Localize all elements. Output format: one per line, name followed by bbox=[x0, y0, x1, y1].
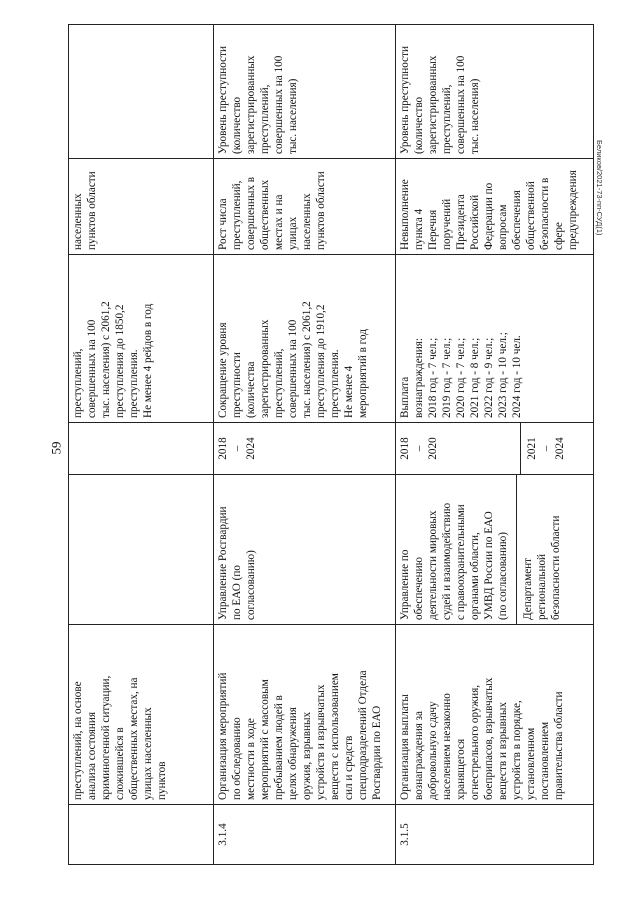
cell-line: пункта 4 bbox=[413, 208, 425, 250]
cell-line: Не менее 4 bbox=[343, 365, 355, 418]
cell-line: Уровень преступности bbox=[399, 45, 411, 154]
cell-result bbox=[69, 255, 214, 423]
cell-line: населением незаконно bbox=[441, 693, 453, 800]
table-row bbox=[396, 25, 594, 865]
cell-line: – bbox=[413, 445, 425, 452]
cell-line: с правоохранительными bbox=[455, 504, 467, 620]
table-row bbox=[69, 25, 214, 865]
cell-line: сложившейся в bbox=[114, 727, 126, 800]
cell-line: правительства области bbox=[553, 691, 565, 800]
cell-line: – bbox=[231, 445, 243, 452]
cell-line: обеспечению bbox=[413, 557, 425, 620]
cell-line: преступлений, bbox=[273, 348, 285, 418]
cell-line: 2018 bbox=[399, 437, 411, 460]
cell-line: преступления. bbox=[128, 349, 140, 418]
cell-event bbox=[214, 625, 396, 805]
cell-line: безопасности в bbox=[539, 177, 551, 250]
cell-line: Рост числа bbox=[217, 198, 229, 250]
cell-line: по ЕАО (по bbox=[231, 565, 243, 620]
cell-line: общественных bbox=[259, 179, 271, 250]
cell-line: добровольную сдачу bbox=[427, 701, 439, 800]
cell-line: по обследованию bbox=[231, 717, 243, 800]
cell-line: 2021 bbox=[526, 437, 538, 460]
cell-line: безопасности области bbox=[550, 515, 562, 620]
cell-line: 2019 год - 7 чел.; bbox=[441, 337, 453, 418]
cell-line: хранящегося bbox=[455, 738, 467, 800]
cell-line: общественных местах, на bbox=[128, 677, 140, 800]
cell-line: населенных bbox=[301, 193, 313, 250]
cell-line: Организация выплаты bbox=[399, 694, 411, 800]
cell-line: Невыполнение bbox=[399, 179, 411, 250]
cell-line: поручений bbox=[441, 198, 453, 250]
cell-line: тыс. населения) с 2061,2 bbox=[301, 301, 313, 418]
cell-result bbox=[396, 255, 594, 423]
measures-table bbox=[68, 24, 594, 865]
table-row bbox=[214, 25, 396, 865]
cell-consequence bbox=[214, 159, 396, 255]
cell-line: целях обнаружения bbox=[287, 707, 299, 800]
cell-line: (по согласованию) bbox=[497, 532, 509, 620]
cell-num: 3.1.5 bbox=[396, 805, 594, 865]
cell-line: местах и на bbox=[273, 194, 285, 250]
rotated-table-wrapper bbox=[68, 25, 593, 865]
cell-line: (количества bbox=[245, 361, 257, 418]
cell-line: веществ и взрывных bbox=[497, 702, 509, 800]
cell-line: криминогенной ситуации, bbox=[100, 675, 112, 800]
cell-line: сил и средств bbox=[343, 735, 355, 800]
cell-line: тыс. населения) bbox=[287, 78, 299, 154]
document-stamp: Беликов/2021-73-пп-СУД(1) bbox=[595, 140, 604, 236]
cell-line: устройств в порядке, bbox=[511, 700, 523, 800]
cell-line: сфере bbox=[553, 222, 565, 250]
cell-years bbox=[214, 423, 396, 475]
cell-line: Перечня bbox=[427, 209, 439, 250]
cell-line: Организация мероприятий bbox=[217, 672, 229, 800]
cell-line: огнестрельного оружия, bbox=[469, 684, 481, 800]
cell-line: (количество bbox=[231, 96, 243, 154]
cell-line: устройств и взрывчатых bbox=[315, 684, 327, 800]
cell-executor bbox=[214, 475, 396, 625]
cell-line: пребыванием людей в bbox=[273, 695, 285, 800]
cell-line: вознаграждения: bbox=[413, 338, 425, 418]
cell-line: общественной bbox=[525, 181, 537, 250]
cell-line: населенных bbox=[72, 193, 84, 250]
cell-line: веществ с использованием bbox=[329, 673, 341, 800]
cell-years bbox=[396, 423, 594, 475]
years-primary bbox=[398, 427, 440, 470]
cell-line: 2022 год - 9 чел.; bbox=[483, 337, 495, 418]
cell-line: – bbox=[540, 445, 552, 452]
cell-consequence bbox=[396, 159, 594, 255]
cell-line: пунктов области bbox=[86, 171, 98, 250]
cell-line: преступления. bbox=[329, 349, 341, 418]
cell-line: Российской bbox=[469, 194, 481, 250]
cell-event bbox=[69, 625, 214, 805]
cell-line: Не менее 4 рейдов в год bbox=[142, 303, 154, 418]
cell-line: Сокращение уровня bbox=[217, 322, 229, 418]
executor-primary bbox=[398, 479, 510, 620]
cell-num bbox=[69, 805, 214, 865]
cell-line: 2024 bbox=[245, 437, 257, 460]
cell-line: согласованию) bbox=[245, 550, 257, 620]
cell-line: 2018 год - 7 чел.; bbox=[427, 337, 439, 418]
cell-line: 2018 bbox=[217, 437, 229, 460]
cell-line: Уровень преступности bbox=[217, 45, 229, 154]
cell-line: зарегистрированных bbox=[427, 55, 439, 154]
cell-line: совершенных на 100 bbox=[287, 319, 299, 418]
cell-line: преступности bbox=[231, 352, 243, 418]
cell-executor bbox=[69, 475, 214, 625]
cell-line: преступлений, bbox=[259, 84, 271, 154]
cell-line: Департамент bbox=[522, 557, 534, 620]
cell-result bbox=[214, 255, 396, 423]
cell-indicator bbox=[214, 25, 396, 159]
cell-line: УМВД России по ЕАО bbox=[483, 511, 495, 620]
cell-line: пунктов области bbox=[315, 171, 327, 250]
cell-line: совершенных на 100 bbox=[455, 55, 467, 154]
cell-line: преступления до 1850,2 bbox=[114, 304, 126, 418]
cell-line: преступлений, на основе bbox=[72, 681, 84, 800]
page-number: 59 bbox=[48, 441, 64, 455]
cell-event bbox=[396, 625, 594, 805]
cell-line: региональной bbox=[536, 553, 548, 620]
cell-line: установленном bbox=[525, 727, 537, 800]
cell-line: анализа состояния bbox=[86, 712, 98, 800]
cell-line: преступлений, bbox=[441, 84, 453, 154]
cell-line: тыс. населения) с 2061,2 bbox=[100, 301, 112, 418]
cell-line: предупреждения bbox=[567, 170, 579, 250]
cell-line: Выплата bbox=[399, 376, 411, 418]
cell-line: преступлений, bbox=[231, 180, 243, 250]
cell-line: тыс. населения) bbox=[469, 78, 481, 154]
cell-line: совершенных на 100 bbox=[86, 319, 98, 418]
cell-line: боеприпасов, взрывчатых bbox=[483, 677, 495, 800]
cell-line: пунктов bbox=[156, 761, 168, 800]
cell-line: местности в ходе bbox=[245, 718, 257, 800]
cell-line: Президента bbox=[455, 194, 467, 250]
cell-consequence bbox=[69, 159, 214, 255]
cell-line: мероприятий с массовым bbox=[259, 679, 271, 800]
cell-line: 2023 год - 10 чел.; bbox=[497, 332, 509, 418]
cell-line: преступления до 1910,2 bbox=[315, 304, 327, 418]
cell-line: зарегистрированных bbox=[259, 319, 271, 418]
cell-line: вопросам bbox=[497, 204, 509, 250]
cell-executor bbox=[396, 475, 594, 625]
cell-line: Росгвардии по ЕАО bbox=[371, 705, 383, 800]
cell-line: зарегистрированных bbox=[245, 55, 257, 154]
cell-num: 3.1.4 bbox=[214, 805, 396, 865]
cell-indicator bbox=[396, 25, 594, 159]
cell-line: деятельности мировых bbox=[427, 510, 439, 620]
cell-line: вознаграждения за bbox=[413, 710, 425, 800]
cell-line: преступлений, bbox=[72, 348, 84, 418]
cell-line: улицах bbox=[287, 216, 299, 250]
cell-line: Управление по bbox=[399, 549, 411, 620]
cell-line: спецподразделений Отдела bbox=[357, 670, 369, 800]
cell-line: (количество bbox=[413, 96, 425, 154]
cell-line: 2024 год - 10 чел. bbox=[511, 335, 523, 418]
cell-line: органами области, bbox=[469, 532, 481, 620]
cell-line: улицах населенных bbox=[142, 707, 154, 800]
cell-line: мероприятий в год bbox=[357, 329, 369, 418]
cell-line: 2024 bbox=[554, 437, 566, 460]
cell-line: совершенных в bbox=[245, 176, 257, 250]
cell-line: 2021 год - 8 чел.; bbox=[469, 337, 481, 418]
cell-line: оружия, взрывных bbox=[301, 711, 313, 800]
cell-line: 2020 год - 7 чел.; bbox=[455, 337, 467, 418]
executor-secondary bbox=[516, 475, 563, 624]
cell-line: совершенных на 100 bbox=[273, 55, 285, 154]
cell-line: Федерации по bbox=[483, 182, 495, 250]
cell-indicator bbox=[69, 25, 214, 159]
cell-line: судей и взаимодействию bbox=[441, 502, 453, 620]
cell-line: обеспечения bbox=[511, 190, 523, 250]
cell-years bbox=[69, 423, 214, 475]
cell-line: постановлением bbox=[539, 721, 551, 800]
years-secondary bbox=[520, 423, 567, 474]
cell-line: 2020 bbox=[427, 437, 439, 460]
cell-line: Управление Росгвардии bbox=[217, 506, 229, 620]
